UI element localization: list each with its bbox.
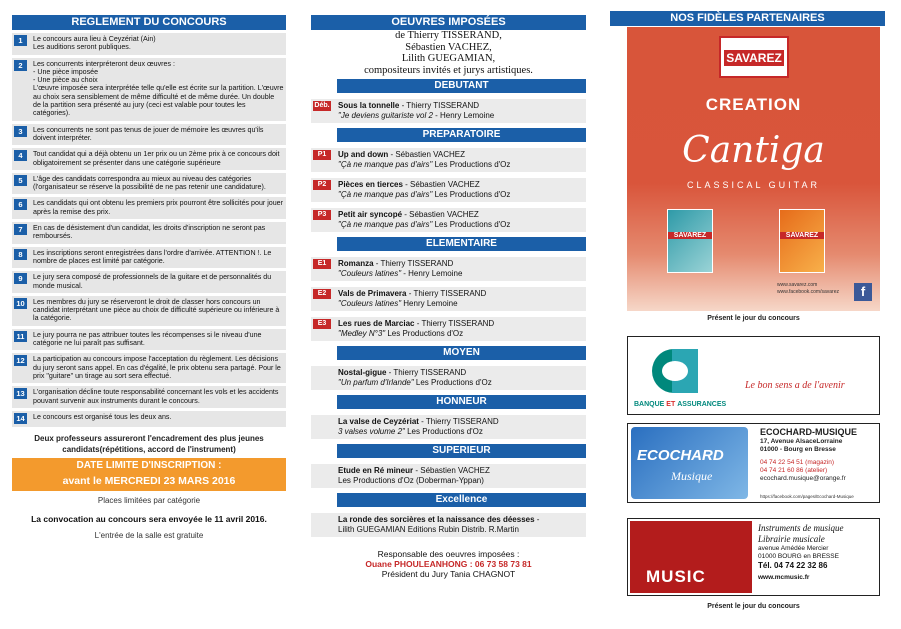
work-item [311,287,586,311]
work-source: 3 valses volume 2" [338,427,405,436]
rule-item [12,247,286,269]
work-title: La valse de Ceyzériat [338,417,419,426]
works-sections [311,79,586,537]
work-badge: P2 [313,180,331,190]
work-item [311,317,586,341]
mcmusic-tel: Tél. 04 74 22 32 86 [758,561,828,570]
ecochard-email: ecochard.musique@orange.fr [760,475,846,482]
work-publisher: Les Productions d'Oz [432,160,511,169]
work-title: Sous la tonnelle [338,101,400,110]
rule-number: 4 [14,150,27,161]
responsible-label: Responsable des oeuvres imposées : [377,549,520,559]
work-badge: E3 [313,319,331,329]
ecochard-address1: 17, Avenue AlsaceLorraine [760,438,843,445]
rule-item [12,271,286,293]
rule-number: 2 [14,60,27,71]
work-publisher: Henry Lemoine [401,299,458,308]
work-title: Vals de Primavera [338,289,407,298]
partners-title: NOS FIDÈLES PARTENAIRES [610,11,885,26]
rule-number: 13 [14,388,27,399]
work-title: Petit air syncopé [338,210,403,219]
rule-text: Les membres du jury se réserveront le droit de classer hors concours un candidat interprétant une pièce au choix de difficulté supérieure ou inférieure à la catégorie. [33,297,280,323]
rule-number: 10 [14,298,27,309]
work-badge: E1 [313,259,331,269]
work-title: Les rues de Marciac [338,319,415,328]
ecochard-ad [627,423,880,503]
rule-text: Tout candidat qui a déjà obtenu un 1er prix ou un 2ème prix à ce concours doit obligatoirement se présenter dans une catégorie supérieure [33,150,280,167]
mcmusic-line1: Instruments de musique [758,523,844,533]
work-title: La ronde des sorcières et la naissance des déesses [338,515,535,524]
level-header: MOYEN [337,346,586,360]
partners-column [610,0,885,629]
work-badge: E2 [313,289,331,299]
rule-text: Le concours aura lieu à Ceyzériat (Ain) Les auditions seront publiques. [33,35,156,52]
rule-text: Les concurrents interpréteront deux œuvres : - Une pièce imposée - Une pièce au choix L'œuvre imposée sera interprétée telle qu'elle est écrite sur la partition. L'œuvre au choix sera sensiblement de même difficulté et de même durée. Un double de la partition sera présenté au jury (ceci est valable pour toutes les catégories). [33,59,284,118]
work-item [311,366,586,390]
rule-item [12,353,286,383]
work-publisher: Les Productions d'Oz (Doberman-Yppan) [338,476,484,485]
ca-bank-line [634,401,726,408]
work-source: "Un parfum d'Irlande" [338,378,414,387]
work-composer: - Thierry TISSERAND [406,289,487,298]
composer-line: de Thierry TISSERAND, [395,30,502,41]
ca-assurances: ASSURANCES [677,401,727,408]
work-publisher: - Henry Lemoine [432,111,495,120]
present-label: Présent le jour du concours [707,315,800,322]
composer-line: compositeurs invités et jurys artistiques. [364,64,533,76]
work-title: Nostal-gigue [338,368,387,377]
ecochard-details [760,427,857,483]
deadline-banner [12,458,286,491]
rule-number: 14 [14,413,27,424]
work-item [311,178,586,202]
work-body [338,319,586,339]
rule-number: 3 [14,126,27,137]
rule-item [12,124,286,146]
works-column [311,0,586,629]
rule-number: 9 [14,273,27,284]
responsible-block [311,549,586,579]
credit-agricole-ad [627,336,880,415]
mcmusic-details [758,523,844,582]
ecochard-facebook: https://facebook.com/pages/Ecochard-Musique [760,494,854,499]
work-body [338,368,586,388]
work-source: "Medley N°3" [338,329,386,338]
savarez-web [777,282,839,296]
ecochard-tel2: 04 74 21 60 86 (atelier) [760,467,828,474]
rules-list [12,33,286,427]
level-header: HONNEUR [337,395,586,409]
work-badge: Déb. [314,102,330,109]
work-publisher: Les Productions d'Oz [385,329,464,338]
work-title: Etude en Ré mineur [338,466,414,475]
work-item [311,148,586,172]
composer-line: Sébastien VACHEZ, [405,41,492,53]
work-title: Up and down [338,150,389,159]
rule-item [12,411,286,427]
ecochard-tel1: 04 74 22 54 51 (magazin) [760,459,835,466]
work-source: "Çà ne manque pas d'airs" [338,220,433,229]
rule-text: Le jury pourra ne pas attribuer toutes les récompenses si le niveau d'une catégorie ne lui paraît pas suffisant. [33,330,262,348]
work-body [338,515,586,535]
rule-text: L'organisation décline toute responsabilité concernant les vols et les accidents pouvant survenir aux instruments durant le concours. [33,388,279,405]
ecochard-logo-text: ECOCHARD [637,447,724,464]
composer-line: Lilith GUEGAMIAN, [401,53,496,64]
work-body [338,417,586,437]
box-label: SAVAREZ [668,232,712,239]
rule-text: L'âge des candidats correspondra au mieux au niveau des catégories (l'organisateur se réserve la possibilité de ne pas retenir une candidature). [33,174,266,192]
work-composer: - Thierry TISSERAND [418,417,499,426]
responsible-contact: Ouane PHOULEANHONG : 06 73 58 73 81 [365,559,532,569]
rule-item [12,222,286,244]
rule-item [12,33,286,55]
work-publisher: Les Productions d'Oz [432,220,511,229]
rule-number: 1 [14,35,27,46]
rule-item [12,148,286,170]
facebook-icon: f [854,283,872,301]
work-title: Romanza [338,259,374,268]
level-header: PREPARATOIRE [337,128,586,142]
places-note: Places limitées par catégorie [97,495,201,505]
rule-item [12,329,286,351]
work-item [311,464,586,488]
box-label: SAVAREZ [780,232,824,239]
level-header: SUPERIEUR [337,444,586,458]
work-composer: - Thierry TISSERAND [373,259,454,268]
credit-agricole-logo [648,345,703,397]
string-box-orange [779,209,825,273]
work-badge: P3 [313,210,331,220]
cantiga-brand: Cantiga [682,130,825,171]
work-body [338,210,586,230]
work-composer: - Thierry TISSERAND [414,319,495,328]
work-badge: P1 [313,150,331,160]
work-item [311,513,586,537]
level-header: DEBUTANT [337,79,586,93]
ca-slogan: Le bon sens a de l'avenir [745,380,845,391]
rule-item [12,197,286,219]
rule-item [12,296,286,326]
work-item [311,257,586,281]
mcmusic-ad [627,518,880,596]
work-composer: - Sébastien VACHEZ [402,180,480,189]
ca-et: ET [664,401,678,408]
work-composer: - Thierry TISSERAND [399,101,480,110]
rule-text: Le concours est organisé tous les deux ans. [33,412,172,421]
work-body [338,289,586,309]
present-label-2: Présent le jour du concours [707,603,800,610]
deadline-title: DATE LIMITE D'INSCRIPTION : [76,459,222,471]
level-header: Excellence [337,493,586,507]
work-publisher: Les Productions d'Oz [413,378,492,387]
mcmusic-logo-text: MUSIC [646,567,706,586]
rule-text: Les candidats qui ont obtenu les premiers prix pourront être sollicités pour jouer après la remise des prix. [33,199,283,216]
work-source: "Çà ne manque pas d'airs" [338,160,433,169]
rule-text: Les concurrents ne sont pas tenus de jouer de mémoire les œuvres qu'ils doivent interpréter. [33,125,264,142]
work-publisher: Lilith GUEGAMIAN Editions Rubin Distrib. R.Martin [338,525,519,534]
work-item [311,415,586,439]
work-source: "Çà ne manque pas d'airs" [338,190,433,199]
rules-title: REGLEMENT DU CONCOURS [12,15,286,30]
rule-number: 7 [14,224,27,235]
savarez-logo [719,36,789,78]
ecochard-name: ECOCHARD-MUSIQUE [760,427,858,437]
rules-column [12,0,286,629]
rule-text: La participation au concours impose l'acceptation du règlement. Les décisions du jury seront sans appel. En cas d'égalité, le prix obtenu sera partagé. Pour le prix "guitare" un tirage au sort sera effectué. [33,355,281,380]
string-box-blue [667,209,713,273]
work-body [338,150,586,170]
work-body [338,101,586,121]
work-publisher: Les Productions d'Oz [404,427,483,436]
mcmusic-line2: Librairie musicale [758,534,825,544]
work-composer: - Sébastien VACHEZ [402,210,479,219]
rule-number: 5 [14,175,27,186]
rule-text: Le jury sera composé de professionnels de la guitare et de personnalités du monde musical. [33,273,272,290]
work-body [338,180,586,200]
mcmusic-logo [630,521,752,593]
ecochard-address2: 01000 - Bourg en Bresse [760,446,836,453]
works-title: OEUVRES IMPOSÉES [311,15,586,30]
work-body [338,466,586,486]
work-publisher: - Henry Lemoine [401,269,463,278]
convocation-note: La convocation au concours sera envoyée le 11 avril 2016. [31,513,267,524]
work-source: "Couleurs latines" [338,269,402,278]
rule-text: En cas de désistement d'un candidat, les droits d'inscription ne seront pas remboursés. [33,224,266,241]
mcmusic-address2: 01000 BOURG en BRESSE [758,553,839,560]
savarez-logo-text: SAVAREZ [724,50,784,66]
entry-note: L'entrée de la salle est gratuite [94,530,204,540]
ecochard-logo-sub: Musique [671,469,713,483]
rule-number: 12 [14,355,27,366]
work-publisher: Les Productions d'Oz [432,190,511,199]
work-composer: - [534,515,540,524]
rule-number: 6 [14,199,27,210]
jury-president: Président du Jury Tania CHAGNOT [381,569,516,579]
savarez-web1: www.savarez.com [777,282,818,288]
classical-guitar: CLASSICAL GUITAR [686,180,821,190]
rule-item [12,58,286,121]
savarez-ad [627,27,880,311]
rule-number: 8 [14,249,27,260]
work-source: "Couleurs latines" [338,299,402,308]
work-source: "Je deviens guitariste vol 2 [338,111,433,120]
work-item [311,99,586,123]
professors-note: Deux professeurs assureront l'encadrement des plus jeunes candidats(répétitions, accord de l'instrument) [34,433,264,454]
work-title: Pièces en tierces [338,180,403,189]
composers-block [311,30,586,76]
mcmusic-web: www.mcmusic.fr [758,574,810,581]
work-item [311,208,586,232]
deadline-date: avant le MERCREDI 23 MARS 2016 [62,474,236,487]
rule-number: 11 [14,331,27,342]
savarez-creation: CREATION [705,95,802,114]
ecochard-logo [631,427,748,499]
rule-item [12,386,286,408]
ca-bank: BANQUE [634,401,665,408]
savarez-web2: www.facebook.com/savarez [777,289,839,295]
work-composer: - Sébastien VACHEZ [388,150,465,159]
rule-item [12,173,286,195]
level-header: ELEMENTAIRE [337,237,586,251]
work-composer: - Sébastien VACHEZ [413,466,490,475]
work-body [338,259,586,279]
mcmusic-address1: avenue Amédée Mercier [758,545,829,552]
rule-text: Les inscriptions seront enregistrées dans l'ordre d'arrivée. ATTENTION !. Le nombre de places est limité par catégorie. [33,248,272,265]
work-composer: - Thierry TISSERAND [386,368,467,377]
